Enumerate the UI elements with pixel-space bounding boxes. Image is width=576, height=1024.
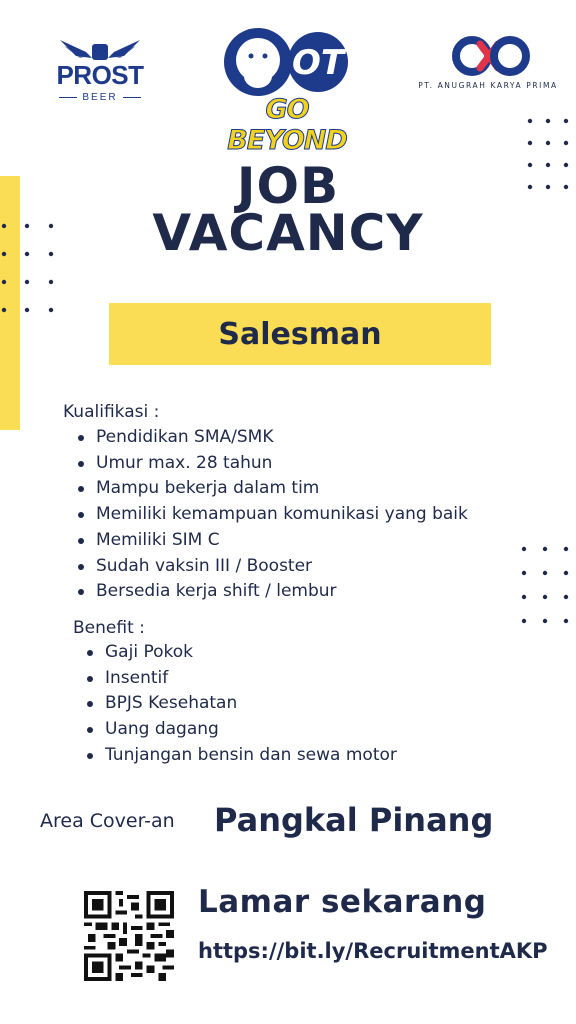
- list-item: BPJS Kesehatan: [85, 691, 397, 717]
- akp-mark-icon: [408, 36, 568, 76]
- qualifications-list: [76, 425, 468, 605]
- area-value: Pangkal Pinang: [214, 801, 494, 839]
- list-item: Umur max. 28 tahun: [76, 451, 468, 477]
- list-item: Mampu bekerja dalam tim: [76, 476, 468, 502]
- job-title-line1: JOB: [236, 157, 340, 215]
- qualifications-heading: Kualifikasi :: [63, 402, 160, 422]
- prost-logo-beer: BEER: [82, 92, 118, 103]
- svg-text:OT: OT: [291, 43, 345, 83]
- list-item: Gaji Pokok: [85, 640, 397, 666]
- prost-beer-logo: [46, 30, 154, 106]
- qr-code-icon: [83, 891, 175, 981]
- qr-code[interactable]: [83, 891, 175, 981]
- list-item: Tunjangan bensin dan sewa motor: [85, 743, 397, 769]
- benefits-list: [85, 640, 397, 769]
- akp-logo: [408, 36, 568, 94]
- benefits-heading: Benefit :: [73, 618, 145, 638]
- dot-grid-mid-right: [521, 546, 571, 626]
- list-item: Uang dagang: [85, 717, 397, 743]
- list-item: Sudah vaksin III / Booster: [76, 554, 468, 580]
- list-item: Memiliki SIM C: [76, 528, 468, 554]
- list-item: Insentif: [85, 666, 397, 692]
- akp-company-name: PT. ANUGRAH KARYA PRIMA: [418, 81, 558, 90]
- list-item: Memiliki kemampuan komunikasi yang baik: [76, 502, 468, 528]
- apply-link[interactable]: https://bit.ly/RecruitmentAKP: [198, 939, 548, 963]
- apply-title: Lamar sekarang: [198, 884, 487, 920]
- job-title-line2: VACANCY: [152, 204, 424, 262]
- ot-go-beyond-logo: [200, 20, 376, 156]
- position-label: Salesman: [218, 316, 382, 352]
- position-banner: [109, 303, 491, 365]
- list-item: Bersedia kerja shift / lembur: [76, 579, 468, 605]
- go-beyond-tagline: GO BEYOND: [227, 94, 347, 156]
- prost-logo-name: PROST: [56, 60, 144, 90]
- prost-logo-sub: [46, 92, 154, 103]
- area-label: Area Cover-an: [40, 810, 175, 832]
- list-item: Pendidikan SMA/SMK: [76, 425, 468, 451]
